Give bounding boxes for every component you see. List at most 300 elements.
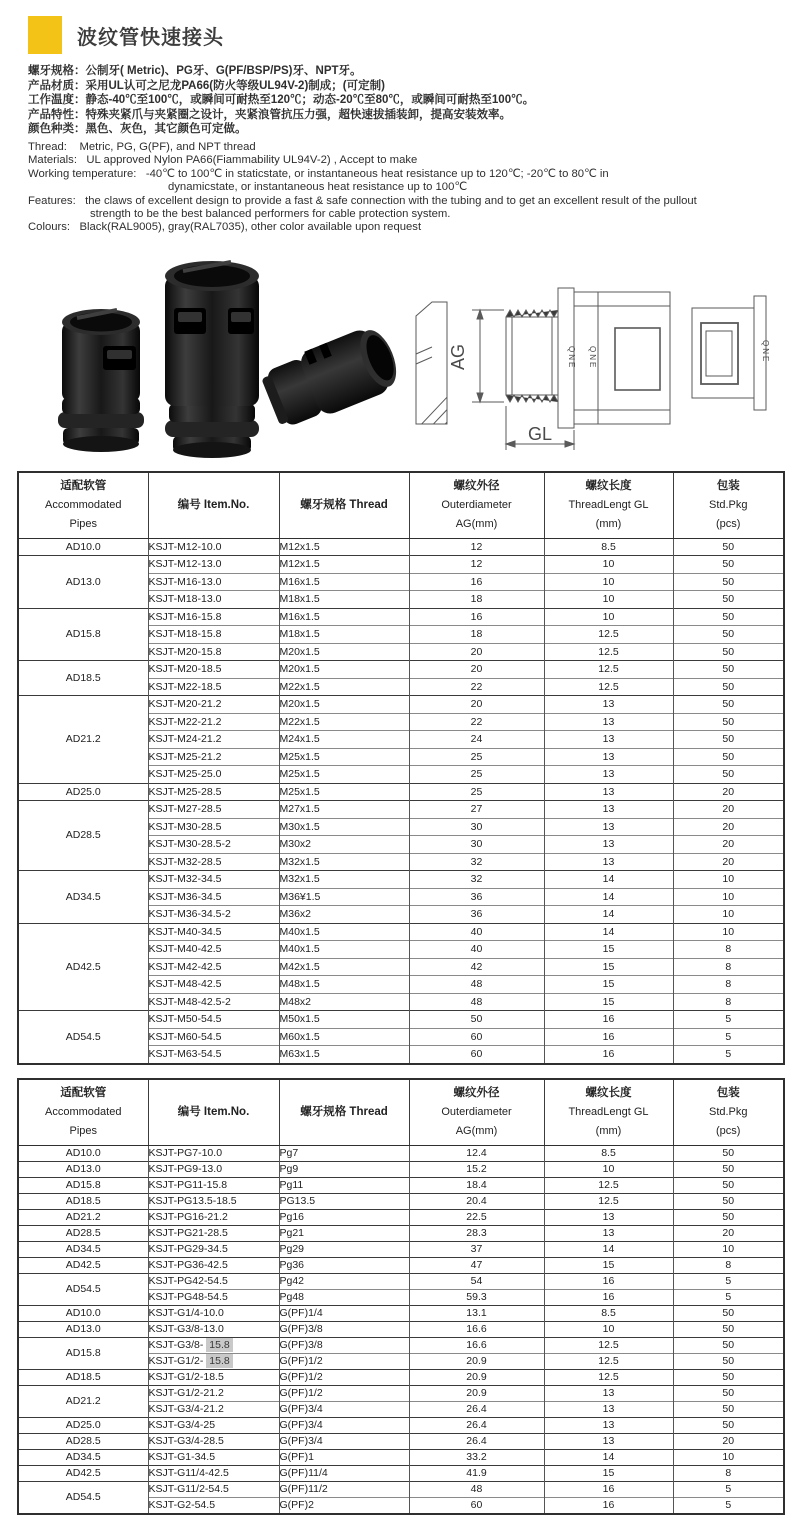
cell-thread: M24x1.5 bbox=[279, 731, 409, 749]
cell-pipe: AD54.5 bbox=[18, 1011, 148, 1064]
cell-pipe: AD42.5 bbox=[18, 923, 148, 1011]
spec-line: Features: the claws of excellent design to provide a fast & safe connection with the tubing and to get an excellent result of the pullout bbox=[28, 194, 697, 207]
spec-line: 工作温度：静态-40℃至100℃，或瞬间可耐热至120℃；动态-20℃至80℃，或瞬间可耐热至100℃。 bbox=[28, 94, 535, 107]
cell-thread: M18x1.5 bbox=[279, 591, 409, 609]
cell-thread: M40x1.5 bbox=[279, 941, 409, 959]
cell-outer-diameter: 40 bbox=[409, 923, 544, 941]
table-row bbox=[18, 1241, 784, 1257]
cell-pipe: AD10.0 bbox=[18, 538, 148, 556]
cell-pipe: AD13.0 bbox=[18, 1161, 148, 1177]
cell-thread-length: 13 bbox=[544, 731, 673, 749]
spec-line: Thread: Metric, PG, G(PF), and NPT thread bbox=[28, 141, 256, 153]
cell-std-pkg: 50 bbox=[673, 1193, 784, 1209]
cell-outer-diameter: 60 bbox=[409, 1497, 544, 1514]
cell-thread-length: 13 bbox=[544, 1385, 673, 1401]
cell-thread: G(PF)3/4 bbox=[279, 1433, 409, 1449]
cell-thread-length: 8.5 bbox=[544, 1145, 673, 1161]
connector-photo-right bbox=[258, 321, 405, 433]
cell-pipe: AD25.0 bbox=[18, 783, 148, 801]
cell-thread: M16x1.5 bbox=[279, 608, 409, 626]
cell-pipe: AD15.8 bbox=[18, 1177, 148, 1193]
cell-std-pkg: 50 bbox=[673, 1385, 784, 1401]
spec-line: 产品特性：特殊夹紧爪与夹紧圈之设计，夹紧浪管抗压力强，超快速拔插装卸，提高安装效率。 bbox=[28, 108, 511, 121]
cell-outer-diameter: 32 bbox=[409, 871, 544, 889]
table-row bbox=[18, 608, 784, 626]
cell-outer-diameter: 28.3 bbox=[409, 1225, 544, 1241]
cell-thread-length: 8.5 bbox=[544, 538, 673, 556]
cell-thread: M20x1.5 bbox=[279, 643, 409, 661]
cell-thread-length: 10 bbox=[544, 573, 673, 591]
column-header-en: Outerdiameter bbox=[441, 499, 512, 512]
cell-thread-length: 13 bbox=[544, 748, 673, 766]
table-row bbox=[18, 1481, 784, 1497]
cell-item-no: KSJT-G3/4-21.2 bbox=[148, 1401, 279, 1417]
cell-outer-diameter: 16 bbox=[409, 573, 544, 591]
column-header-en: Pipes bbox=[69, 1125, 98, 1138]
title-accent-square bbox=[28, 16, 62, 54]
cell-thread-length: 15 bbox=[544, 976, 673, 994]
cell-std-pkg: 20 bbox=[673, 801, 784, 819]
cell-item-no: KSJT-M25-28.5 bbox=[148, 783, 279, 801]
column-header-en: ThreadLengt GL bbox=[568, 499, 649, 512]
specs-cn-block bbox=[28, 64, 788, 137]
cell-outer-diameter: 25 bbox=[409, 766, 544, 784]
cell-item-no: KSJT-G3/4-28.5 bbox=[148, 1433, 279, 1449]
cell-thread: M32x1.5 bbox=[279, 853, 409, 871]
cell-outer-diameter: 60 bbox=[409, 1046, 544, 1064]
cell-thread-length: 13 bbox=[544, 783, 673, 801]
highlight-patch: 15.8 bbox=[206, 1338, 232, 1352]
column-header-en: (pcs) bbox=[716, 1125, 741, 1138]
cell-outer-diameter: 27 bbox=[409, 801, 544, 819]
cell-std-pkg: 50 bbox=[673, 1321, 784, 1337]
cell-thread: M30x2 bbox=[279, 836, 409, 854]
cell-thread: M36¥1.5 bbox=[279, 888, 409, 906]
cell-thread-length: 14 bbox=[544, 871, 673, 889]
cell-std-pkg: 8 bbox=[673, 1257, 784, 1273]
cell-pipe: AD18.5 bbox=[18, 1369, 148, 1385]
cell-thread-length: 13 bbox=[544, 818, 673, 836]
cell-outer-diameter: 20 bbox=[409, 696, 544, 714]
cell-std-pkg: 8 bbox=[673, 958, 784, 976]
table-header-row bbox=[18, 1079, 784, 1145]
cell-item-no: KSJT-M24-21.2 bbox=[148, 731, 279, 749]
cell-thread-length: 12.5 bbox=[544, 661, 673, 679]
column-header-cn: 螺纹外径 bbox=[453, 1087, 500, 1100]
cell-pipe: AD28.5 bbox=[18, 801, 148, 871]
cell-std-pkg: 50 bbox=[673, 1305, 784, 1321]
table-row bbox=[18, 1337, 784, 1353]
cell-pipe: AD28.5 bbox=[18, 1433, 148, 1449]
cell-item-no: KSJT-M12-10.0 bbox=[148, 538, 279, 556]
cell-thread-length: 14 bbox=[544, 906, 673, 924]
cell-thread: M36x2 bbox=[279, 906, 409, 924]
column-header-cn: 螺纹外径 bbox=[453, 480, 500, 493]
cell-pipe: AD34.5 bbox=[18, 871, 148, 924]
cell-thread: M32x1.5 bbox=[279, 871, 409, 889]
connector-photo-left bbox=[58, 309, 144, 452]
cell-thread: Pg21 bbox=[279, 1225, 409, 1241]
cell-std-pkg: 50 bbox=[673, 1209, 784, 1225]
cell-thread: M42x1.5 bbox=[279, 958, 409, 976]
cell-thread-length: 14 bbox=[544, 1241, 673, 1257]
cell-std-pkg: 5 bbox=[673, 1046, 784, 1064]
column-header-cn: 编号 Item.No. bbox=[177, 1106, 250, 1119]
column-header bbox=[148, 472, 279, 538]
cell-std-pkg: 50 bbox=[673, 731, 784, 749]
end-view bbox=[692, 296, 766, 410]
cell-std-pkg: 50 bbox=[673, 766, 784, 784]
cell-outer-diameter: 42 bbox=[409, 958, 544, 976]
cell-thread-length: 13 bbox=[544, 766, 673, 784]
column-header bbox=[409, 472, 544, 538]
cell-std-pkg: 50 bbox=[673, 591, 784, 609]
dimension-ag bbox=[472, 310, 504, 402]
cell-item-no: KSJT-M27-28.5 bbox=[148, 801, 279, 819]
cell-item-no: KSJT-G1/2- 15.8 bbox=[148, 1353, 279, 1369]
spec-line: strength to be the best balanced performers for cable protection system. bbox=[90, 208, 451, 221]
cell-pipe: AD21.2 bbox=[18, 696, 148, 784]
cell-thread-length: 10 bbox=[544, 591, 673, 609]
spec-line: Working temperature: -40℃ to 100℃ in staticstate, or instantaneous heat resistance up to 120℃; -20℃ to 80℃ in bbox=[28, 167, 609, 180]
cell-item-no: KSJT-M16-15.8 bbox=[148, 608, 279, 626]
cell-outer-diameter: 20.4 bbox=[409, 1193, 544, 1209]
cell-outer-diameter: 16.6 bbox=[409, 1321, 544, 1337]
cell-thread: G(PF)11/2 bbox=[279, 1481, 409, 1497]
cell-item-no: KSJT-G11/4-42.5 bbox=[148, 1465, 279, 1481]
cell-thread-length: 13 bbox=[544, 836, 673, 854]
cell-item-no: KSJT-G1/4-10.0 bbox=[148, 1305, 279, 1321]
cell-thread-length: 14 bbox=[544, 1449, 673, 1465]
table-row bbox=[18, 1209, 784, 1225]
cell-item-no: KSJT-M36-34.5 bbox=[148, 888, 279, 906]
cell-thread-length: 10 bbox=[544, 556, 673, 574]
technical-drawing bbox=[402, 250, 792, 464]
cell-std-pkg: 50 bbox=[673, 748, 784, 766]
column-header bbox=[673, 472, 784, 538]
table-row bbox=[18, 556, 784, 574]
cell-thread: M12x1.5 bbox=[279, 538, 409, 556]
cell-std-pkg: 50 bbox=[673, 1417, 784, 1433]
cell-item-no: KSJT-G3/4-25 bbox=[148, 1417, 279, 1433]
table-row bbox=[18, 1433, 784, 1449]
cell-thread: M20x1.5 bbox=[279, 661, 409, 679]
cell-thread: G(PF)3/8 bbox=[279, 1321, 409, 1337]
cell-std-pkg: 8 bbox=[673, 941, 784, 959]
table-row bbox=[18, 1145, 784, 1161]
spec-line: Colours: Black(RAL9005), gray(RAL7035), other color available upon request bbox=[28, 221, 422, 234]
table-row bbox=[18, 538, 784, 556]
cell-thread: Pg36 bbox=[279, 1257, 409, 1273]
cell-thread-length: 13 bbox=[544, 801, 673, 819]
cell-item-no: KSJT-M30-28.5-2 bbox=[148, 836, 279, 854]
cell-outer-diameter: 26.4 bbox=[409, 1401, 544, 1417]
cell-thread: Pg29 bbox=[279, 1241, 409, 1257]
cell-thread-length: 16 bbox=[544, 1011, 673, 1029]
cell-thread: M60x1.5 bbox=[279, 1028, 409, 1046]
column-header-en: Pipes bbox=[69, 518, 98, 531]
column-header bbox=[544, 472, 673, 538]
column-header-cn: 螺牙规格 Thread bbox=[300, 499, 388, 512]
cell-item-no: KSJT-M32-34.5 bbox=[148, 871, 279, 889]
cell-outer-diameter: 47 bbox=[409, 1257, 544, 1273]
cell-thread-length: 14 bbox=[544, 888, 673, 906]
cell-std-pkg: 50 bbox=[673, 713, 784, 731]
cell-item-no: KSJT-M25-21.2 bbox=[148, 748, 279, 766]
cell-outer-diameter: 22 bbox=[409, 678, 544, 696]
cell-thread-length: 10 bbox=[544, 608, 673, 626]
table-row bbox=[18, 923, 784, 941]
column-header-en: Std.Pkg bbox=[708, 1106, 748, 1119]
column-header bbox=[18, 1079, 148, 1145]
column-header-en: (mm) bbox=[595, 1125, 622, 1138]
cell-outer-diameter: 60 bbox=[409, 1028, 544, 1046]
cell-pipe: AD25.0 bbox=[18, 1417, 148, 1433]
cell-outer-diameter: 36 bbox=[409, 906, 544, 924]
cell-thread-length: 12.5 bbox=[544, 1353, 673, 1369]
column-header-en: AG(mm) bbox=[455, 1125, 498, 1138]
cell-pipe: AD42.5 bbox=[18, 1257, 148, 1273]
cell-thread-length: 12.5 bbox=[544, 678, 673, 696]
spec-line: dynamicstate, or instantaneous heat resistance up to 100℃ bbox=[168, 181, 468, 194]
cell-outer-diameter: 48 bbox=[409, 1481, 544, 1497]
cell-thread: G(PF)1/2 bbox=[279, 1385, 409, 1401]
cell-std-pkg: 50 bbox=[673, 1337, 784, 1353]
cell-thread: M48x1.5 bbox=[279, 976, 409, 994]
cell-outer-diameter: 54 bbox=[409, 1273, 544, 1289]
cell-thread: M25x1.5 bbox=[279, 748, 409, 766]
brand-mark-body: QNE bbox=[588, 346, 597, 370]
cell-item-no: KSJT-PG7-10.0 bbox=[148, 1145, 279, 1161]
cell-std-pkg: 50 bbox=[673, 1161, 784, 1177]
cell-item-no: KSJT-PG11-15.8 bbox=[148, 1177, 279, 1193]
cell-thread: Pg16 bbox=[279, 1209, 409, 1225]
cell-thread: M25x1.5 bbox=[279, 783, 409, 801]
table-row bbox=[18, 661, 784, 679]
cell-item-no: KSJT-M63-54.5 bbox=[148, 1046, 279, 1064]
cell-outer-diameter: 37 bbox=[409, 1241, 544, 1257]
cell-thread: G(PF)1/4 bbox=[279, 1305, 409, 1321]
cell-outer-diameter: 50 bbox=[409, 1011, 544, 1029]
cell-pipe: AD13.0 bbox=[18, 556, 148, 609]
cell-pipe: AD54.5 bbox=[18, 1481, 148, 1514]
cell-outer-diameter: 20.9 bbox=[409, 1353, 544, 1369]
cell-std-pkg: 10 bbox=[673, 923, 784, 941]
cell-thread: Pg7 bbox=[279, 1145, 409, 1161]
cell-thread: G(PF)1/2 bbox=[279, 1353, 409, 1369]
cell-thread-length: 13 bbox=[544, 1225, 673, 1241]
table-row bbox=[18, 1193, 784, 1209]
cell-pipe: AD34.5 bbox=[18, 1241, 148, 1257]
table-row bbox=[18, 1321, 784, 1337]
cell-item-no: KSJT-M42-42.5 bbox=[148, 958, 279, 976]
column-header-en: ThreadLengt GL bbox=[568, 1106, 649, 1119]
cell-thread-length: 13 bbox=[544, 853, 673, 871]
table-row bbox=[18, 801, 784, 819]
column-header-cn: 编号 Item.No. bbox=[177, 499, 250, 512]
cell-item-no: KSJT-PG42-54.5 bbox=[148, 1273, 279, 1289]
cell-std-pkg: 50 bbox=[673, 678, 784, 696]
table-row bbox=[18, 1225, 784, 1241]
cell-pipe: AD28.5 bbox=[18, 1225, 148, 1241]
cell-thread-length: 15 bbox=[544, 993, 673, 1011]
cell-outer-diameter: 30 bbox=[409, 818, 544, 836]
cell-std-pkg: 10 bbox=[673, 1449, 784, 1465]
cell-std-pkg: 20 bbox=[673, 853, 784, 871]
dim-ag-label: AG bbox=[448, 343, 468, 370]
cell-thread-length: 10 bbox=[544, 1321, 673, 1337]
table-header-row bbox=[18, 472, 784, 538]
cell-item-no: KSJT-PG48-54.5 bbox=[148, 1289, 279, 1305]
column-header bbox=[544, 1079, 673, 1145]
cell-outer-diameter: 59.3 bbox=[409, 1289, 544, 1305]
cell-thread: G(PF)2 bbox=[279, 1497, 409, 1514]
cell-outer-diameter: 30 bbox=[409, 836, 544, 854]
cell-pipe: AD54.5 bbox=[18, 1273, 148, 1305]
spec-line: Materials: UL approved Nylon PA66(Fiammability UL94V-2) , Accept to make bbox=[28, 154, 418, 167]
cell-thread-length: 15 bbox=[544, 941, 673, 959]
cell-thread-length: 13 bbox=[544, 713, 673, 731]
cell-std-pkg: 5 bbox=[673, 1497, 784, 1514]
cell-item-no: KSJT-G3/8- 15.8 bbox=[148, 1337, 279, 1353]
cell-thread-length: 12.5 bbox=[544, 1193, 673, 1209]
column-header-en: (pcs) bbox=[716, 518, 741, 531]
cell-thread: M18x1.5 bbox=[279, 626, 409, 644]
column-header-en: Accommodated bbox=[45, 499, 122, 512]
cell-pipe: AD18.5 bbox=[18, 1193, 148, 1209]
table-row bbox=[18, 1449, 784, 1465]
cell-item-no: KSJT-M22-18.5 bbox=[148, 678, 279, 696]
cell-item-no: KSJT-M32-28.5 bbox=[148, 853, 279, 871]
cell-item-no: KSJT-M40-34.5 bbox=[148, 923, 279, 941]
connector-photo-center bbox=[165, 261, 259, 458]
column-header-cn: 包装 bbox=[716, 1087, 740, 1100]
cell-thread: G(PF)11/4 bbox=[279, 1465, 409, 1481]
cell-thread-length: 16 bbox=[544, 1481, 673, 1497]
cell-outer-diameter: 36 bbox=[409, 888, 544, 906]
cell-thread-length: 16 bbox=[544, 1497, 673, 1514]
cell-std-pkg: 10 bbox=[673, 871, 784, 889]
cell-item-no: KSJT-M40-42.5 bbox=[148, 941, 279, 959]
cell-outer-diameter: 18.4 bbox=[409, 1177, 544, 1193]
cell-item-no: KSJT-PG9-13.0 bbox=[148, 1161, 279, 1177]
column-header bbox=[673, 1079, 784, 1145]
cell-std-pkg: 20 bbox=[673, 818, 784, 836]
cell-std-pkg: 50 bbox=[673, 1145, 784, 1161]
cell-std-pkg: 50 bbox=[673, 556, 784, 574]
cell-item-no: KSJT-M30-28.5 bbox=[148, 818, 279, 836]
cell-thread: M27x1.5 bbox=[279, 801, 409, 819]
table-row bbox=[18, 1161, 784, 1177]
cell-outer-diameter: 12 bbox=[409, 556, 544, 574]
table-row bbox=[18, 1385, 784, 1401]
cell-thread: Pg9 bbox=[279, 1161, 409, 1177]
cell-outer-diameter: 33.2 bbox=[409, 1449, 544, 1465]
cell-pipe: AD18.5 bbox=[18, 661, 148, 696]
cell-item-no: KSJT-M20-21.2 bbox=[148, 696, 279, 714]
cell-outer-diameter: 25 bbox=[409, 748, 544, 766]
specs-en-block bbox=[28, 141, 792, 235]
column-header bbox=[148, 1079, 279, 1145]
page-title: 波纹管快速接头 bbox=[77, 26, 224, 49]
cell-thread: M48x2 bbox=[279, 993, 409, 1011]
cell-thread-length: 13 bbox=[544, 1417, 673, 1433]
column-header bbox=[279, 1079, 409, 1145]
cell-thread-length: 12.5 bbox=[544, 626, 673, 644]
cell-std-pkg: 20 bbox=[673, 836, 784, 854]
cell-std-pkg: 20 bbox=[673, 1433, 784, 1449]
cell-thread: M16x1.5 bbox=[279, 573, 409, 591]
column-header bbox=[18, 472, 148, 538]
table-row bbox=[18, 1417, 784, 1433]
cell-thread-length: 16 bbox=[544, 1028, 673, 1046]
cell-item-no: KSJT-PG13.5-18.5 bbox=[148, 1193, 279, 1209]
cell-pipe: AD15.8 bbox=[18, 1337, 148, 1369]
cell-thread-length: 8.5 bbox=[544, 1305, 673, 1321]
cell-outer-diameter: 18 bbox=[409, 591, 544, 609]
brand-mark-flange: QNE bbox=[567, 346, 576, 370]
cell-std-pkg: 50 bbox=[673, 696, 784, 714]
column-header-en: Accommodated bbox=[45, 1106, 122, 1119]
title-block bbox=[28, 16, 224, 54]
cell-item-no: KSJT-M12-13.0 bbox=[148, 556, 279, 574]
cell-thread: M22x1.5 bbox=[279, 678, 409, 696]
cell-outer-diameter: 18 bbox=[409, 626, 544, 644]
table-row bbox=[18, 783, 784, 801]
cell-thread-length: 13 bbox=[544, 1401, 673, 1417]
cell-thread: M20x1.5 bbox=[279, 696, 409, 714]
spec-line: 颜色种类：黑色、灰色，其它颜色可定做。 bbox=[28, 123, 247, 136]
cell-std-pkg: 10 bbox=[673, 1241, 784, 1257]
cell-item-no: KSJT-G1-34.5 bbox=[148, 1449, 279, 1465]
column-header-en: Outerdiameter bbox=[441, 1106, 512, 1119]
cell-item-no: KSJT-PG21-28.5 bbox=[148, 1225, 279, 1241]
column-header bbox=[409, 1079, 544, 1145]
cell-outer-diameter: 15.2 bbox=[409, 1161, 544, 1177]
cell-thread-length: 15 bbox=[544, 1465, 673, 1481]
cell-std-pkg: 8 bbox=[673, 976, 784, 994]
cell-thread: M22x1.5 bbox=[279, 713, 409, 731]
cell-thread-length: 16 bbox=[544, 1289, 673, 1305]
cell-outer-diameter: 24 bbox=[409, 731, 544, 749]
cell-thread-length: 15 bbox=[544, 958, 673, 976]
spec-line: 螺牙规格：公制牙( Metric)、PG牙、G(PF/BSP/PS)牙、NPT牙。 bbox=[28, 65, 362, 77]
cell-std-pkg: 20 bbox=[673, 783, 784, 801]
cell-item-no: KSJT-G1/2-21.2 bbox=[148, 1385, 279, 1401]
cell-std-pkg: 10 bbox=[673, 906, 784, 924]
column-header-en: (mm) bbox=[595, 518, 622, 531]
table-row bbox=[18, 1465, 784, 1481]
cell-thread: Pg42 bbox=[279, 1273, 409, 1289]
cell-pipe: AD15.8 bbox=[18, 608, 148, 661]
cell-std-pkg: 50 bbox=[673, 608, 784, 626]
cell-outer-diameter: 40 bbox=[409, 941, 544, 959]
cell-thread: M50x1.5 bbox=[279, 1011, 409, 1029]
cell-std-pkg: 20 bbox=[673, 1225, 784, 1241]
cell-pipe: AD21.2 bbox=[18, 1209, 148, 1225]
cell-thread-length: 12.5 bbox=[544, 1369, 673, 1385]
cell-pipe: AD10.0 bbox=[18, 1145, 148, 1161]
cell-outer-diameter: 20.9 bbox=[409, 1385, 544, 1401]
cell-item-no: KSJT-PG29-34.5 bbox=[148, 1241, 279, 1257]
column-header bbox=[279, 472, 409, 538]
cell-thread-length: 12.5 bbox=[544, 643, 673, 661]
cell-item-no: KSJT-M18-15.8 bbox=[148, 626, 279, 644]
cell-std-pkg: 8 bbox=[673, 1465, 784, 1481]
cell-item-no: KSJT-G11/2-54.5 bbox=[148, 1481, 279, 1497]
cell-item-no: KSJT-G1/2-18.5 bbox=[148, 1369, 279, 1385]
cell-std-pkg: 5 bbox=[673, 1028, 784, 1046]
